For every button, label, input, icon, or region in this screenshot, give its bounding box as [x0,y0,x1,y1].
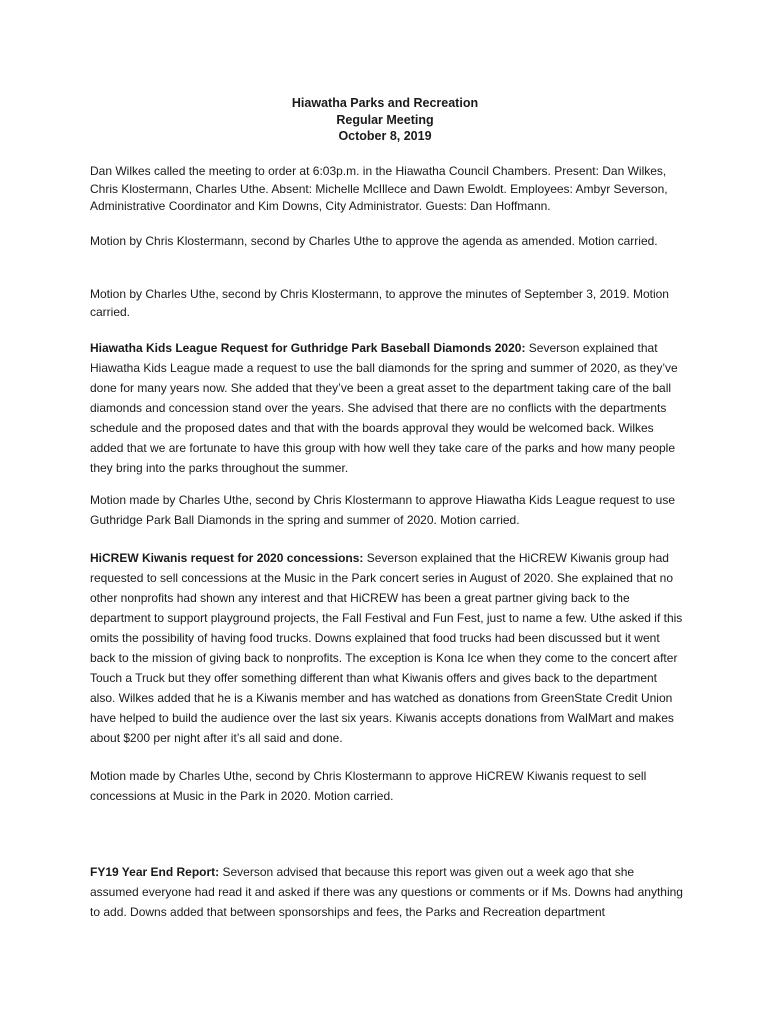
paragraph-hicrew-motion: Motion made by Charles Uthe, second by Chris Klostermann to approve HiCREW Kiwanis request to sell concessions at Music in the Park in 2020. Motion carried. [90,769,647,803]
meeting-date: October 8, 2019 [338,129,432,143]
paragraph-call-to-order: Dan Wilkes called the meeting to order at 6:03p.m. in the Hiawatha Council Chambers. Present: Dan Wilkes, Chris Klostermann, Charles Uthe. Absent: Michelle McIllece and Dawn Ewoldt. Employees: Ambyr Severson, Administrative Coordinator and Kim Downs, City Administrator. Guests: Dan Hoffmann. [90,164,668,213]
section-body-fy19: Severson advised that because this report was given out a week ago that she assumed everyone had read it and asked if there was any questions or comments or if Ms. Downs had anything to add. Downs added that between sponsorships and fees, the Parks and Recreation department [90,865,683,919]
section-heading-fy19: FY19 Year End Report: [90,865,220,879]
paragraph-hicrew [90,548,685,748]
org-name: Hiawatha Parks and Recreation [291,96,479,110]
paragraph-kids-league-motion: Motion made by Charles Uthe, second by Chris Klostermann to approve Hiawatha Kids League request to use Guthridge Park Ball Diamonds in the spring and summer of 2020. Motion carried. [90,493,675,527]
paragraph-agenda-motion: Motion by Chris Klostermann, second by Charles Uthe to approve the agenda as amended. Motion carried. [90,234,658,248]
section-heading-hicrew: HiCREW Kiwanis request for 2020 concessions: [90,551,364,565]
paragraph-fy19-report [90,862,685,922]
paragraph-minutes-motion: Motion by Charles Uthe, second by Chris Klostermann, to approve the minutes of September 3, 2019. Motion carried. [90,287,669,319]
meeting-type: Regular Meeting [336,112,434,127]
section-heading-kids-league: Hiawatha Kids League Request for Guthridge Park Baseball Diamonds 2020: [90,341,526,355]
paragraph-kids-league [90,338,685,478]
section-body-kids-league: Severson explained that Hiawatha Kids League made a request to use the ball diamonds for the spring and summer of 2020, as they’ve done for many years now. She added that they’ve been a great asset to the department taking care of the ball diamonds and concession stand over the years. She advised that there are no conflicts with the departments schedule and the proposed dates and that with the boards approval they would be welcomed back. Wilkes added that we are fortunate to have this group with how well they take care of the parks and how many people they bring into the parks throughout the summer. [90,341,678,475]
document-title [0,95,770,145]
section-body-hicrew: Severson explained that the HiCREW Kiwanis group had requested to sell concessions at the Music in the Park concert series in August of 2020. She explained that no other nonprofits had shown any interest and that HiCREW has been a great partner giving back to the department to support playground projects, the Fall Festival and Fun Fest, just to name a few. Uthe asked if this omits the possibility of having food trucks. Downs explained that food trucks had been discussed but it went back to the mission of giving back to nonprofits. The exception is Kona Ice when they come to the concert after Touch a Truck but they offer something different than what Kiwanis offers and gives back to the department also. Wilkes added that he is a Kiwanis member and has watched as donations from GreenState Credit Union have helped to build the audience over the last six years. Kiwanis accepts donations from WalMart and makes about $200 per night after it’s all said and done. [90,551,683,745]
